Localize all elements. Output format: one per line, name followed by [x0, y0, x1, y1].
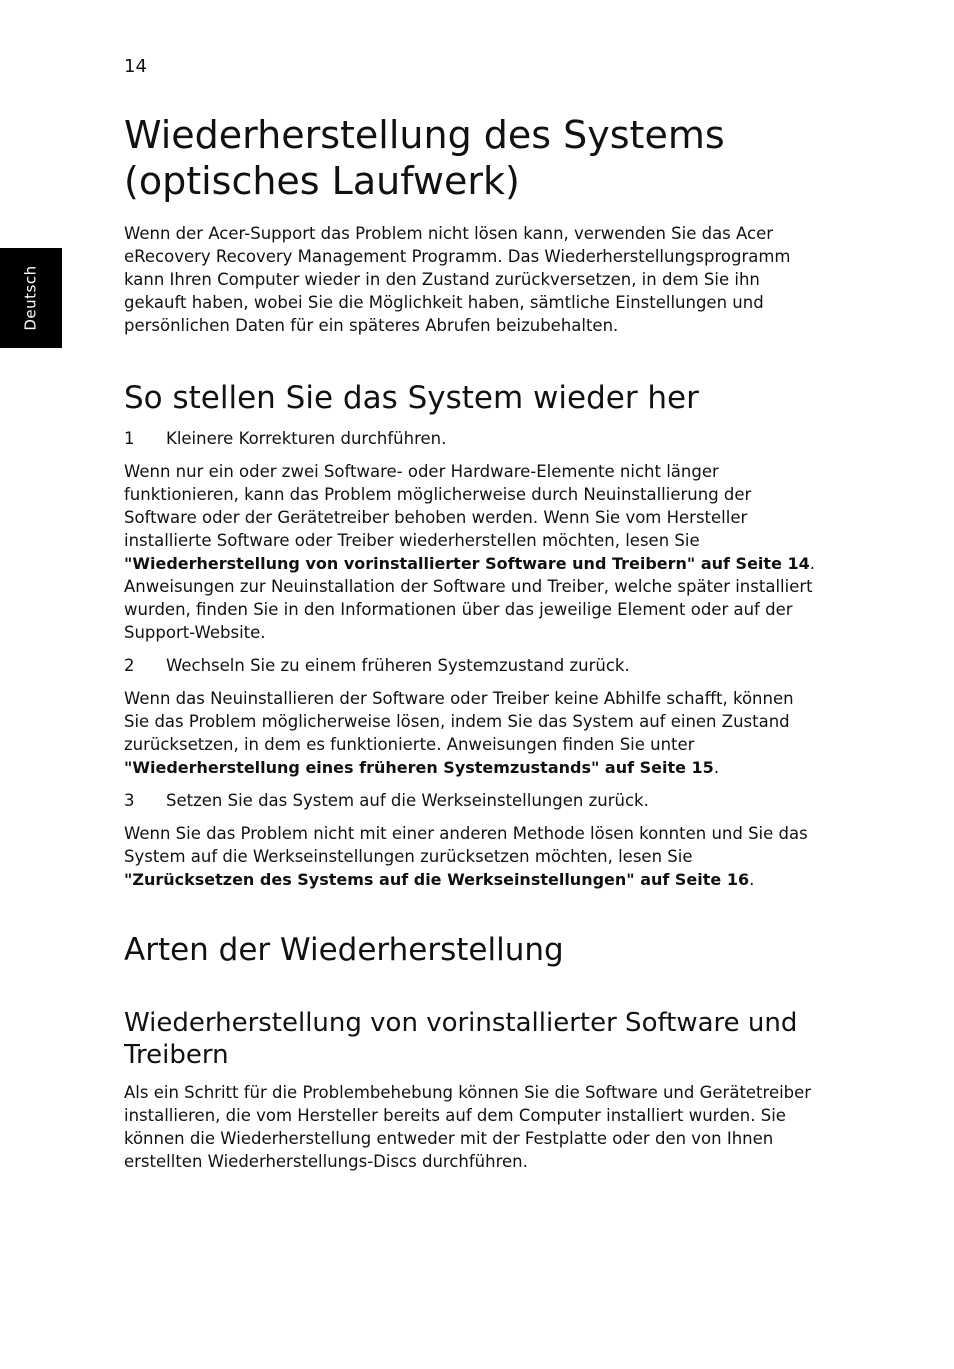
section-heading-recovery-types: Arten der Wiederherstellung [124, 932, 564, 968]
intro-paragraph: Wenn der Acer-Support das Problem nicht lösen kann, verwenden Sie das Acer eRecovery Recovery Management Programm. Das Wiederherstellungsprogramm kann Ihren Computer wieder in den Zustand zurückversetzen, in dem Sie ihn gekauft haben, wobei Sie die Möglichkeit haben, sämtliche Einstellungen und persönlichen Daten für ein späteres Abrufen beizubehalten. [124, 224, 791, 335]
step-text: Wechseln Sie zu einem früheren Systemzustand zurück. [166, 656, 630, 675]
step-3 [124, 789, 824, 812]
step-number: 3 [124, 791, 135, 810]
document-body [124, 112, 824, 1183]
step-2 [124, 654, 824, 677]
section-heading-restore: So stellen Sie das System wieder her [124, 380, 699, 416]
language-tab [0, 248, 62, 348]
preinstalled-paragraph: Als ein Schritt für die Problembehebung können Sie die Software und Gerätetreiber installieren, die vom Hersteller bereits auf dem Computer installiert wurden. Sie können die Wiederherstellung entweder mit der Festplatte oder den von Ihnen erstellten Wiederherstellungs-Discs durchführen. [124, 1083, 812, 1171]
paragraph-text: Wenn das Neuinstallieren der Software oder Treiber keine Abhilfe schafft, können Sie das Problem möglicherweise lösen, indem Sie das System auf einen Zustand zurücksetzen, in dem es funktionierte. Anweisungen finden Sie unter [124, 689, 794, 754]
paragraph-text: . [749, 870, 755, 889]
language-tab-label: Deutsch [22, 265, 40, 331]
subsection-heading-preinstalled: Wiederherstellung von vorinstallierter Software und Treibern [124, 1008, 798, 1070]
step-text: Setzen Sie das System auf die Werkseinstellungen zurück. [166, 791, 649, 810]
step-2-paragraph [124, 687, 824, 779]
step-1-paragraph [124, 460, 824, 644]
page-title: Wiederherstellung des Systems (optisches Laufwerk) [124, 113, 725, 203]
cross-reference-link[interactable]: "Wiederherstellung von vorinstallierter Software und Treibern" auf Seite 14 [124, 554, 810, 573]
cross-reference-link[interactable]: "Zurücksetzen des Systems auf die Werkseinstellungen" auf Seite 16 [124, 870, 750, 889]
paragraph-text: . Anweisungen zur Neuinstallation der Software und Treiber, welche später installiert wurden, finden Sie in den Informationen über das jeweilige Element oder auf der Support-Website. [124, 554, 815, 642]
paragraph-text: Wenn nur ein oder zwei Software- oder Hardware-Elemente nicht länger funktionieren, kann das Problem möglicherweise durch Neuinstallierung der Software oder der Gerätetreiber behoben werden. Wenn Sie vom Hersteller installierte Software oder Treiber wiederherstellen möchten, lesen Sie [124, 462, 752, 550]
paragraph-text: Wenn Sie das Problem nicht mit einer anderen Methode lösen konnten und Sie das System auf die Werkseinstellungen zurücksetzen möchten, lesen Sie [124, 824, 808, 866]
step-3-paragraph [124, 822, 824, 891]
paragraph-text: . [713, 758, 720, 777]
step-1 [124, 427, 824, 450]
step-text: Kleinere Korrekturen durchführen. [166, 429, 447, 448]
page-number: 14 [124, 56, 147, 77]
step-number: 2 [124, 656, 135, 675]
step-number: 1 [124, 429, 135, 448]
cross-reference-link[interactable]: "Wiederherstellung eines früheren Systemzustands" auf Seite 15 [124, 758, 714, 777]
